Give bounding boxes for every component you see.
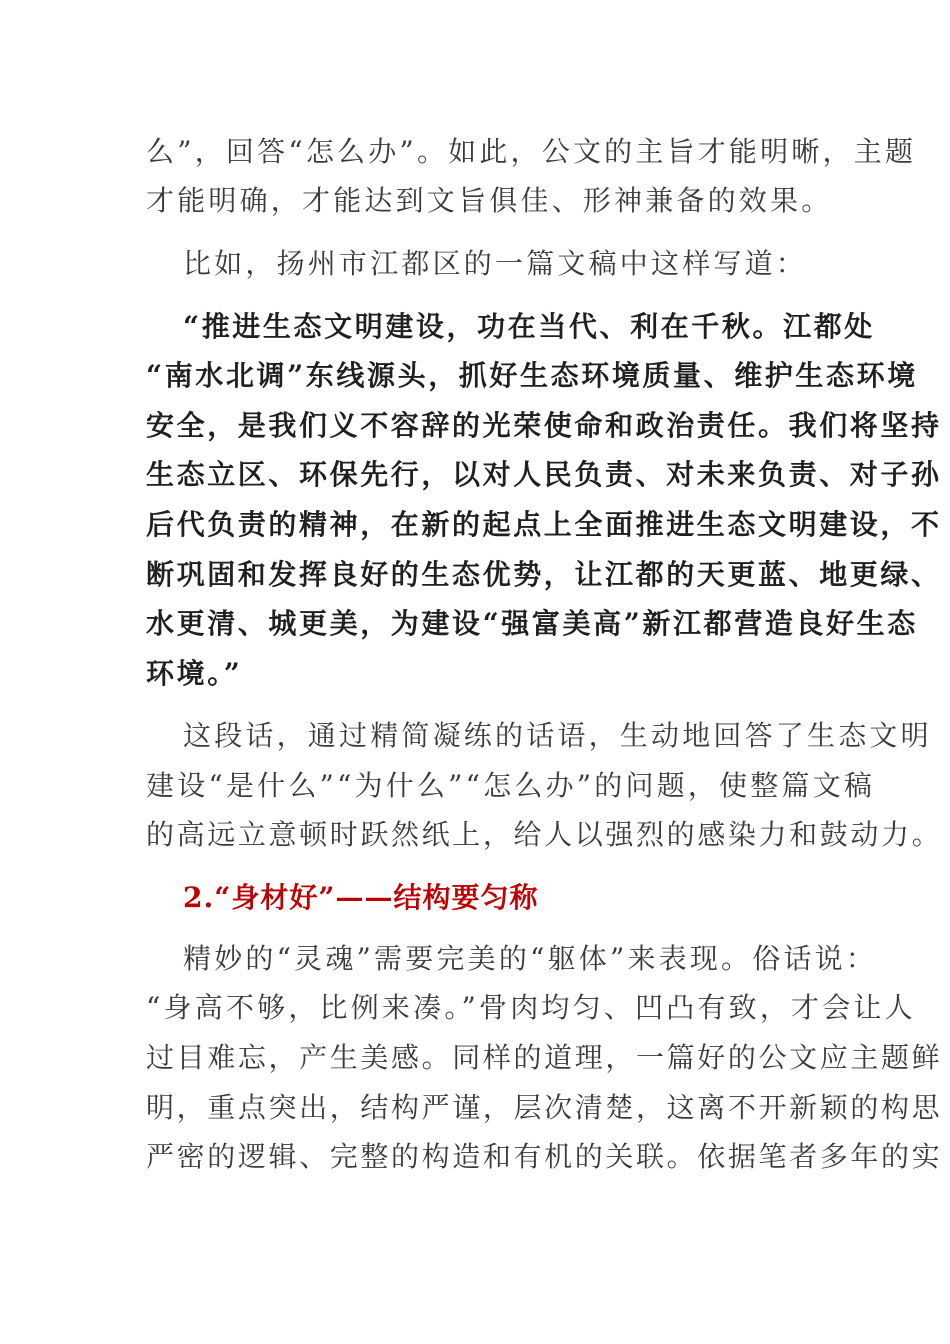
quote-line: 生态立区、环保先行，以对人民负责、对未来负责、对子孙 (146, 458, 942, 491)
quote-line: 断巩固和发挥良好的生态优势，让江都的天更蓝、地更绿、 (146, 558, 942, 591)
paragraph-line: 这段话，通过精简凝练的话语，生动地回答了生态文明 (183, 719, 932, 752)
quote-line: 环境。” (146, 657, 243, 690)
paragraph-line: 的高远立意顿时跃然纸上，给人以强烈的感染力和鼓动力。 (146, 818, 943, 851)
quote-line: 安全，是我们义不容辞的光荣使命和政治责任。我们将坚持 (146, 409, 942, 442)
paragraph-line: 才能明确，才能达到文旨俱佳、形神兼备的效果。 (146, 184, 833, 217)
quote-line: “推进生态文明建设，功在当代、利在千秋。江都处 (183, 310, 875, 343)
paragraph-line: 过目难忘，产生美感。同样的道理，一篇好的公文应主题鲜 (146, 1041, 943, 1074)
paragraph-line: “身高不够，比例来凑。”骨肉均匀、凹凸有致，才会让人 (146, 991, 916, 1024)
quote-line: 后代负责的精神，在新的起点上全面推进生态文明建设，不 (146, 508, 942, 541)
paragraph-line: 建设“是什么”“为什么”“怎么办”的问题，使整篇文稿 (146, 769, 876, 802)
quote-line: “南水北调”东线源头，抓好生态环境质量、维护生态环境 (146, 359, 918, 392)
paragraph-line: 明，重点突出，结构严谨，层次清楚，这离不开新颖的构思 (146, 1091, 943, 1124)
quote-line: 水更清、城更美，为建设“强富美高”新江都营造良好生态 (146, 607, 918, 640)
paragraph-line: 精妙的“灵魂”需要完美的“躯体”来表现。俗话说： (183, 942, 878, 975)
paragraph-line: 严密的逻辑、完整的构造和有机的关联。依据笔者多年的实 (146, 1140, 943, 1173)
paragraph-line: 比如，扬州市江都区的一篇文稿中这样写道： (183, 247, 808, 280)
paragraph-line: 么”，回答“怎么办”。如此，公文的主旨才能明晰，主题 (146, 135, 917, 168)
section-heading: 2.“身材好”——结构要匀称 (183, 881, 539, 914)
